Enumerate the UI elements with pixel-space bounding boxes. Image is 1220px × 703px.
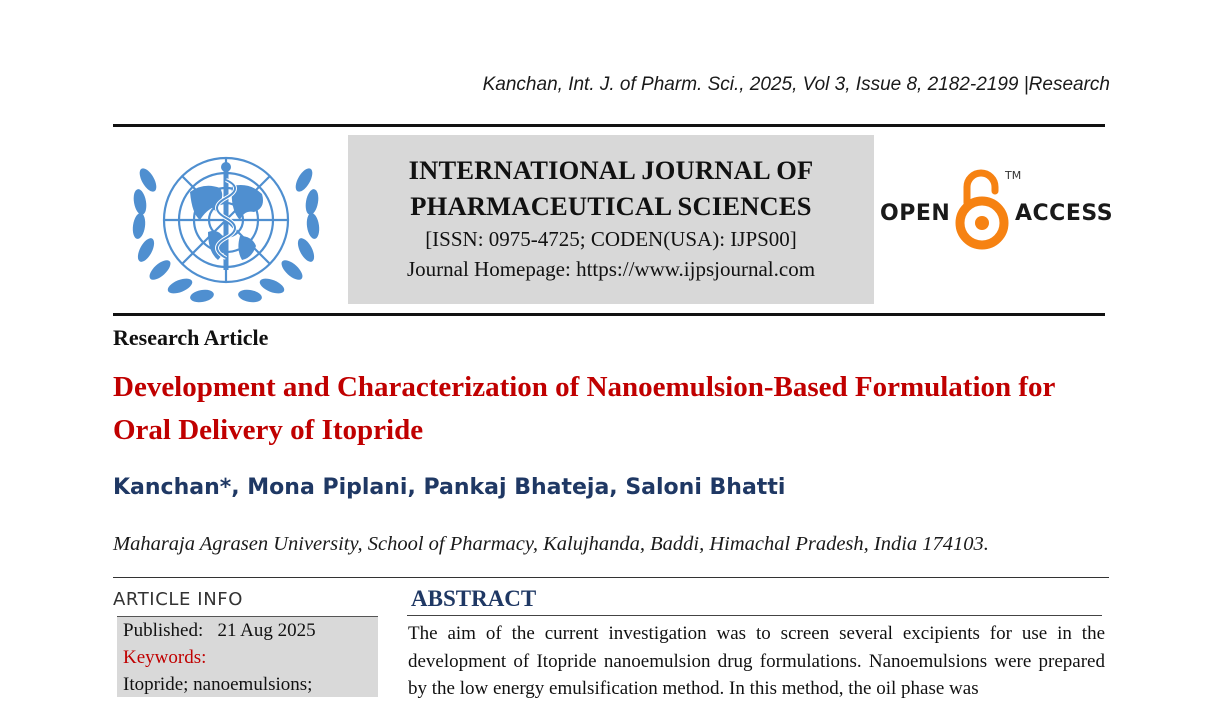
author-affiliation: Maharaja Agrasen University, School of Pharmacy, Kalujhanda, Baddi, Himachal Pradesh, India 174103.: [113, 533, 989, 555]
published-date: 21 Aug 2025: [217, 620, 316, 641]
open-access-access-text: ACCESS: [1015, 201, 1114, 226]
running-header-citation: Kanchan, Int. J. of Pharm. Sci., 2025, Vol 3, Issue 8, 2182-2199 |Research: [482, 74, 1110, 95]
published-label: Published:: [123, 620, 204, 641]
published-row: [123, 620, 316, 642]
keywords-list: Itopride; nanoemulsions;: [123, 674, 313, 695]
abstract-heading-rule: [407, 615, 1102, 616]
author-list: Kanchan*, Mona Piplani, Pankaj Bhateja, Saloni Bhatti: [113, 475, 786, 500]
article-info-box: [117, 616, 378, 697]
open-access-trademark: TM: [1005, 169, 1022, 182]
journal-title-line2: PHARMACEUTICAL SCIENCES: [410, 191, 812, 221]
masthead-bottom-rule: [113, 313, 1105, 316]
journal-homepage: Journal Homepage: https://www.ijpsjournal.com: [406, 257, 816, 281]
front-matter-divider: [113, 577, 1109, 578]
header-top-rule: [113, 124, 1105, 127]
keywords-label: Keywords:: [123, 647, 207, 668]
article-type-label: Research Article: [113, 325, 269, 350]
journal-title-line1: INTERNATIONAL JOURNAL OF: [408, 155, 814, 185]
article-info-heading: ARTICLE INFO: [113, 589, 244, 610]
open-access-logo: [880, 165, 1114, 250]
abstract-heading: ABSTRACT: [411, 586, 537, 611]
journal-issn: [ISSN: 0975-4725; CODEN(USA): IJPS00]: [425, 227, 797, 251]
paper-title: Development and Characterization of Nanoemulsion-Based Formulation for Oral Delivery of Itopride: [113, 371, 1055, 446]
laurel-globe-emblem-icon: [128, 140, 324, 306]
abstract-body: The aim of the current investigation was to screen several excipients for use in the development of Itopride nanoemulsion drug formulations. Nanoemulsions were prepared by the low energy emulsification method. In this method, the oil phase was: [408, 623, 1105, 699]
journal-masthead: [348, 135, 874, 304]
open-access-open-text: OPEN: [880, 201, 951, 226]
journal-title: [348, 152, 874, 224]
